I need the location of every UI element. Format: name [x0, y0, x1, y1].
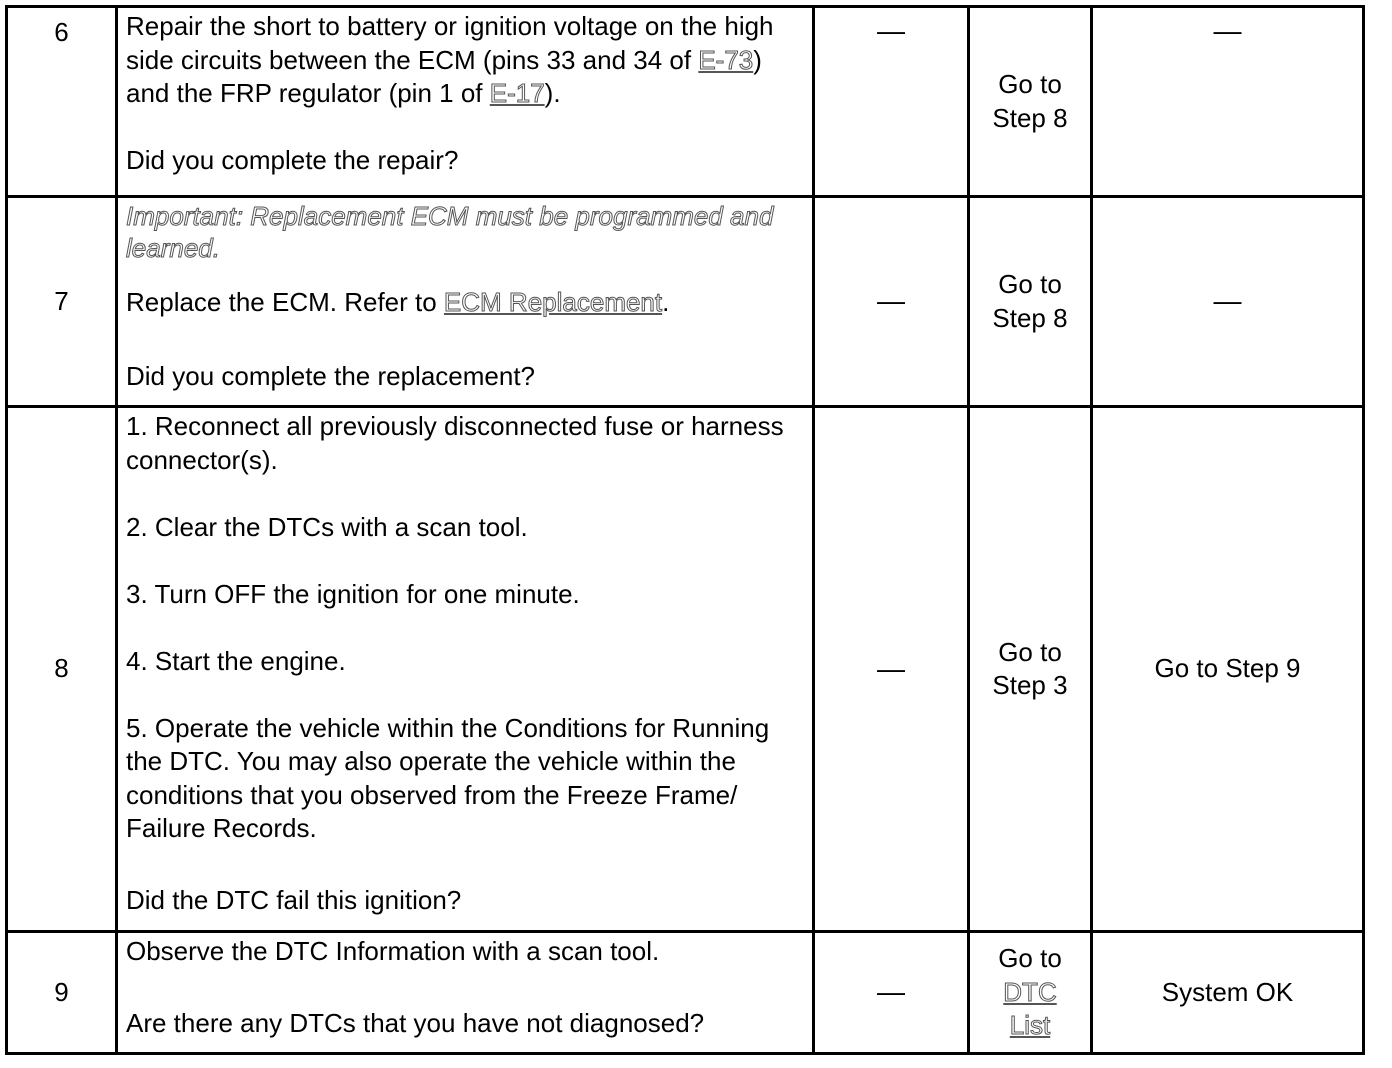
- list-item: 4. Start the engine.: [126, 645, 346, 676]
- no-cell: [1092, 197, 1364, 407]
- value-dash: —: [877, 976, 905, 1008]
- table-row-step-8: [7, 407, 1364, 932]
- yes-cell: [969, 197, 1092, 407]
- action-question: Did the DTC fail this ignition?: [126, 884, 462, 915]
- diagnostic-table: [5, 5, 1365, 1055]
- no-dash: —: [1213, 285, 1242, 317]
- list-item: 1. Reconnect all previously disconnected fuse or harness connector(s).: [126, 411, 784, 475]
- action-question: Did you complete the repair?: [126, 145, 459, 175]
- list-item: 2. Clear the DTCs with a scan tool.: [126, 511, 528, 542]
- value-dash: —: [877, 285, 905, 317]
- yes-action: Go to Step 3: [992, 636, 1068, 700]
- no-cell: [1092, 7, 1364, 197]
- action-text-part: ) and the FRP regulator (pin 1 of: [126, 44, 762, 108]
- step-number: 9: [54, 976, 69, 1007]
- action-cell: [117, 932, 814, 1054]
- action-text: [126, 286, 806, 320]
- no-action: System OK: [1161, 976, 1294, 1007]
- no-dash: —: [1213, 15, 1242, 46]
- value-cell: [814, 7, 969, 197]
- action-cell: [117, 7, 814, 197]
- table-row-step-6: [7, 7, 1364, 197]
- action-question: Are there any DTCs that you have not diagnosed?: [126, 1007, 705, 1038]
- ecm-replacement-link[interactable]: ECM Replacement: [443, 287, 663, 317]
- yes-cell: [969, 7, 1092, 197]
- step-number: 8: [54, 653, 69, 684]
- table-row-step-7: [7, 197, 1364, 407]
- no-cell: [1092, 407, 1364, 932]
- step-number-cell: [7, 407, 117, 932]
- important-note: Important: Replacement ECM must be programmed and learned.: [126, 201, 774, 263]
- connector-link-e17[interactable]: E-17: [489, 78, 545, 108]
- value-cell: [814, 932, 969, 1054]
- dtc-list-link[interactable]: DTC List: [1003, 976, 1057, 1041]
- action-text-part: Repair the short to battery or ignition voltage on the high side circuits between the ECM (pins 33 and 34 of: [126, 11, 774, 75]
- yes-action: Go to Step 8: [992, 69, 1068, 133]
- yes-cell: [969, 932, 1092, 1054]
- action-cell: [117, 407, 814, 932]
- yes-action-prefix: Go to: [998, 943, 1062, 974]
- value-dash: —: [877, 652, 905, 684]
- list-item: 5. Operate the vehicle within the Conditions for Running the DTC. You may also operate the vehicle within the conditions that you observed from the Freeze Frame/ Failure Records.: [126, 712, 770, 843]
- step-number-cell: [7, 932, 117, 1054]
- action-question: Did you complete the replacement?: [126, 360, 536, 391]
- no-action: Go to Step 9: [1154, 653, 1301, 684]
- action-text: [126, 10, 806, 111]
- value-dash: —: [877, 15, 905, 46]
- table-row-step-9: [7, 932, 1364, 1054]
- connector-link-e73[interactable]: E-73: [698, 44, 754, 75]
- value-cell: [814, 197, 969, 407]
- action-text-part: ).: [544, 78, 561, 108]
- action-cell: [117, 197, 814, 407]
- yes-action: Go to Step 8: [992, 269, 1068, 333]
- no-cell: [1092, 932, 1364, 1054]
- step-number: 6: [54, 17, 69, 47]
- step-number-cell: [7, 197, 117, 407]
- action-text-part: Replace the ECM. Refer to: [126, 287, 444, 317]
- list-item: 3. Turn OFF the ignition for one minute.: [126, 578, 580, 609]
- step-number: 7: [54, 285, 69, 316]
- step-number-cell: [7, 7, 117, 197]
- action-text: Observe the DTC Information with a scan tool.: [126, 936, 660, 966]
- yes-cell: [969, 407, 1092, 932]
- value-cell: [814, 407, 969, 932]
- action-text-part: .: [662, 287, 670, 317]
